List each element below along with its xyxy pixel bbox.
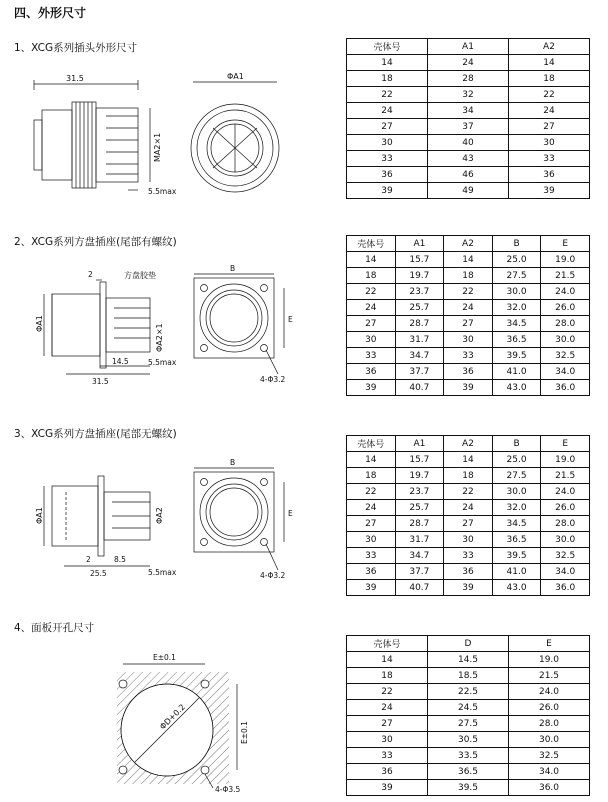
table-cell: 24.0	[541, 484, 590, 500]
table-cell: 36.0	[541, 380, 590, 396]
flange-threaded-front-drawing	[190, 264, 300, 384]
table-cell: 34.5	[492, 516, 541, 532]
table-cell: 24.5	[428, 700, 509, 716]
table-cell: 36	[509, 167, 590, 183]
table-cell: 32.5	[509, 748, 590, 764]
table-cell: 36.0	[509, 780, 590, 796]
table-cell: 33	[347, 151, 428, 167]
table-cell: 18	[347, 668, 428, 684]
table-cell: 34.0	[509, 764, 590, 780]
table-row	[347, 103, 590, 119]
table-cell: 46	[428, 167, 509, 183]
table-header-row	[347, 39, 590, 55]
column-header: B	[492, 236, 541, 252]
table-cell: 19.7	[395, 468, 444, 484]
table-row	[347, 380, 590, 396]
table-cell: 34.0	[541, 564, 590, 580]
dim-2-label-3: 2	[86, 555, 91, 564]
table-cell: 30.0	[492, 284, 541, 300]
table-cell: 32.0	[492, 500, 541, 516]
table-cell: 24	[444, 500, 493, 516]
table-cell: 22	[444, 284, 493, 300]
table-cell: 30.0	[541, 532, 590, 548]
table-cell: 27	[509, 119, 590, 135]
spec-table-2	[346, 235, 590, 396]
table-cell: 23.7	[395, 284, 444, 300]
table-cell: 28.0	[541, 516, 590, 532]
column-header: A2	[444, 436, 493, 452]
table-cell: 22.5	[428, 684, 509, 700]
table-row	[347, 780, 590, 796]
plug-front-drawing	[185, 68, 285, 198]
column-header: 壳体号	[347, 436, 396, 452]
table-cell: 22	[347, 87, 428, 103]
table-cell: 27	[347, 516, 396, 532]
panel-cutout-drawing	[105, 650, 265, 795]
table-cell: 18	[509, 71, 590, 87]
table-cell: 14	[444, 252, 493, 268]
dim-a1-label-2: ΦA1	[35, 315, 44, 332]
table-cell: 27	[347, 119, 428, 135]
table-cell: 24.0	[541, 284, 590, 300]
table-cell: 39.5	[492, 548, 541, 564]
table-cell: 28	[428, 71, 509, 87]
table-row	[347, 332, 590, 348]
table-header-row	[347, 636, 590, 652]
table-cell: 34.7	[395, 548, 444, 564]
table-cell: 30	[444, 332, 493, 348]
plug-side-drawing	[20, 70, 190, 200]
table-row	[347, 532, 590, 548]
table-row	[347, 87, 590, 103]
dim-holes-label-4: 4-Φ3.5	[215, 785, 241, 794]
table-cell: 36	[347, 167, 428, 183]
table-cell: 32	[428, 87, 509, 103]
table-cell: 30.0	[541, 332, 590, 348]
table-cell: 18	[347, 71, 428, 87]
table-cell: 27	[347, 316, 396, 332]
table-cell: 33.5	[428, 748, 509, 764]
column-header: B	[492, 436, 541, 452]
table-cell: 22	[509, 87, 590, 103]
column-header: 壳体号	[347, 39, 428, 55]
table-cell: 36	[347, 364, 396, 380]
table-cell: 30	[509, 135, 590, 151]
table-cell: 24	[444, 300, 493, 316]
table-cell: 27.5	[492, 268, 541, 284]
table-row	[347, 119, 590, 135]
table-cell: 39	[347, 183, 428, 199]
table-cell: 34.5	[492, 316, 541, 332]
table-cell: 14	[509, 55, 590, 71]
table-cell: 39	[347, 580, 396, 596]
table-cell: 49	[428, 183, 509, 199]
table-cell: 28.7	[395, 516, 444, 532]
table-cell: 28.0	[509, 716, 590, 732]
page-heading: 四、外形尺寸	[14, 6, 87, 20]
table-row	[347, 452, 590, 468]
table-cell: 24	[347, 103, 428, 119]
table-cell: 18.5	[428, 668, 509, 684]
dim-a1-label-3: ΦA1	[35, 507, 44, 524]
dim-b-label: B	[230, 264, 236, 273]
dim-2-label: 2	[88, 270, 93, 279]
table-cell: 18	[347, 468, 396, 484]
table-cell: 19.0	[541, 452, 590, 468]
table-cell: 21.5	[541, 468, 590, 484]
table-row	[347, 151, 590, 167]
table-row	[347, 668, 590, 684]
section-3-title: 3、XCG系列方盘插座(尾部无螺纹)	[14, 428, 177, 440]
table-row	[347, 732, 590, 748]
table-cell: 19.0	[509, 652, 590, 668]
table-cell: 31.7	[395, 532, 444, 548]
table-cell: 24	[347, 700, 428, 716]
table-cell: 22	[347, 684, 428, 700]
dim-255-label: 25.5	[90, 569, 107, 578]
table-cell: 34.0	[541, 364, 590, 380]
table-cell: 18	[347, 268, 396, 284]
table-row	[347, 316, 590, 332]
table-cell: 36.5	[492, 332, 541, 348]
table-row	[347, 748, 590, 764]
table-cell: 33	[444, 548, 493, 564]
table-cell: 36	[347, 564, 396, 580]
dim-85-label: 8.5	[114, 555, 126, 564]
table-cell: 32.5	[541, 548, 590, 564]
flange-plain-front-drawing	[190, 458, 300, 583]
dim-e-top-label: E±0.1	[153, 653, 176, 662]
table-cell: 14	[347, 55, 428, 71]
dim-e-side-label: E±0.1	[240, 721, 249, 744]
section-4-title: 4、面板开孔尺寸	[14, 622, 95, 634]
table-cell: 27	[347, 716, 428, 732]
table-header-row	[347, 436, 590, 452]
table-cell: 32.0	[492, 300, 541, 316]
table-cell: 31.7	[395, 332, 444, 348]
column-header: D	[428, 636, 509, 652]
table-cell: 43.0	[492, 380, 541, 396]
table-cell: 26.0	[509, 700, 590, 716]
table-cell: 43.0	[492, 580, 541, 596]
table-cell: 36	[347, 764, 428, 780]
table-row	[347, 348, 590, 364]
table-cell: 36.0	[541, 580, 590, 596]
table-cell: 33	[347, 348, 396, 364]
column-header: A2	[444, 236, 493, 252]
table-cell: 24	[428, 55, 509, 71]
table-cell: 30	[347, 135, 428, 151]
dim-holes-label: 4-Φ3.2	[260, 375, 286, 384]
table-cell: 21.5	[541, 268, 590, 284]
dim-a1-label: ΦA1	[227, 72, 244, 81]
table-cell: 25.7	[395, 500, 444, 516]
column-header: 壳体号	[347, 636, 428, 652]
dim-thread-label-2: ΦA2×1	[155, 323, 164, 352]
spec-table-1	[346, 38, 590, 199]
gasket-label: 方盘胶垫	[124, 271, 156, 280]
column-header: A1	[395, 236, 444, 252]
table-cell: 24	[347, 300, 396, 316]
table-cell: 25.7	[395, 300, 444, 316]
table-cell: 22	[347, 484, 396, 500]
table-cell: 39	[347, 780, 428, 796]
section-1-title: 1、XCG系列插头外形尺寸	[14, 42, 138, 54]
table-row	[347, 548, 590, 564]
column-header: E	[509, 636, 590, 652]
table-cell: 39	[444, 580, 493, 596]
table-row	[347, 484, 590, 500]
table-cell: 26.0	[541, 300, 590, 316]
table-cell: 33	[347, 748, 428, 764]
table-cell: 34	[428, 103, 509, 119]
table-cell: 33	[347, 548, 396, 564]
table-row	[347, 252, 590, 268]
table-cell: 19.0	[541, 252, 590, 268]
table-row	[347, 183, 590, 199]
table-cell: 22	[347, 284, 396, 300]
table-cell: 37.7	[395, 364, 444, 380]
dim-holes-label-3: 4-Φ3.2	[260, 571, 286, 580]
table-cell: 36.5	[428, 764, 509, 780]
table-cell: 15.7	[395, 252, 444, 268]
table-cell: 36.5	[492, 532, 541, 548]
section-2-title: 2、XCG系列方盘插座(尾部有螺纹)	[14, 236, 177, 248]
dim-length-label-2: 31.5	[92, 377, 109, 386]
dim-max-label-3: 5.5max	[148, 568, 177, 577]
table-cell: 33	[444, 348, 493, 364]
table-cell: 36	[444, 564, 493, 580]
table-cell: 14	[347, 452, 396, 468]
column-header: A1	[428, 39, 509, 55]
table-cell: 23.7	[395, 484, 444, 500]
table-cell: 39	[347, 380, 396, 396]
table-cell: 43	[428, 151, 509, 167]
table-row	[347, 580, 590, 596]
column-header: A2	[509, 39, 590, 55]
table-cell: 36	[444, 364, 493, 380]
table-cell: 40	[428, 135, 509, 151]
table-cell: 30.0	[492, 484, 541, 500]
table-row	[347, 700, 590, 716]
table-row	[347, 564, 590, 580]
table-cell: 14	[347, 652, 428, 668]
spec-table-3	[346, 435, 590, 596]
table-cell: 30.0	[509, 732, 590, 748]
dim-a2-label-3: ΦA2	[155, 507, 164, 524]
table-row	[347, 468, 590, 484]
table-row	[347, 300, 590, 316]
table-row	[347, 364, 590, 380]
table-cell: 37	[428, 119, 509, 135]
table-row	[347, 652, 590, 668]
table-row	[347, 167, 590, 183]
table-row	[347, 71, 590, 87]
table-cell: 34.7	[395, 348, 444, 364]
table-row	[347, 500, 590, 516]
table-cell: 41.0	[492, 364, 541, 380]
table-cell: 40.7	[395, 580, 444, 596]
table-cell: 24.0	[509, 684, 590, 700]
dim-max-label: 5.5max	[148, 187, 177, 196]
table-cell: 39	[444, 380, 493, 396]
flange-plain-side-drawing	[30, 462, 200, 582]
dim-max-label-2: 5.5max	[148, 358, 177, 367]
table-cell: 27.5	[492, 468, 541, 484]
table-row	[347, 684, 590, 700]
table-cell: 27	[444, 316, 493, 332]
table-cell: 39	[509, 183, 590, 199]
table-cell: 28.7	[395, 316, 444, 332]
table-cell: 18	[444, 468, 493, 484]
table-cell: 27.5	[428, 716, 509, 732]
table-cell: 28.0	[541, 316, 590, 332]
table-cell: 39.5	[428, 780, 509, 796]
table-cell: 19.7	[395, 268, 444, 284]
table-row	[347, 135, 590, 151]
table-row	[347, 284, 590, 300]
table-cell: 27	[444, 516, 493, 532]
dim-length-label: 31.5	[66, 74, 84, 83]
table-cell: 30	[347, 732, 428, 748]
table-cell: 40.7	[395, 380, 444, 396]
table-cell: 33	[509, 151, 590, 167]
table-row	[347, 55, 590, 71]
table-cell: 21.5	[509, 668, 590, 684]
dim-b-label-3: B	[230, 458, 236, 467]
table-cell: 14.5	[428, 652, 509, 668]
spec-table-4	[346, 635, 590, 796]
table-row	[347, 764, 590, 780]
dim-145-label: 14.5	[112, 357, 129, 366]
column-header: A1	[395, 436, 444, 452]
table-cell: 30	[347, 332, 396, 348]
table-header-row	[347, 236, 590, 252]
table-cell: 30	[444, 532, 493, 548]
column-header: E	[541, 436, 590, 452]
table-row	[347, 516, 590, 532]
table-cell: 26.0	[541, 500, 590, 516]
table-cell: 24	[347, 500, 396, 516]
table-cell: 30.5	[428, 732, 509, 748]
table-cell: 22	[444, 484, 493, 500]
table-row	[347, 268, 590, 284]
table-cell: 41.0	[492, 564, 541, 580]
dim-thread-label: MA2×1	[153, 132, 162, 162]
table-cell: 18	[444, 268, 493, 284]
table-cell: 25.0	[492, 252, 541, 268]
dim-e-label: E	[288, 315, 293, 324]
dim-d-label: ΦD+0.2	[158, 702, 187, 732]
table-cell: 32.5	[541, 348, 590, 364]
table-cell: 24	[509, 103, 590, 119]
table-cell: 14	[347, 252, 396, 268]
table-cell: 30	[347, 532, 396, 548]
table-cell: 39.5	[492, 348, 541, 364]
table-cell: 37.7	[395, 564, 444, 580]
table-cell: 25.0	[492, 452, 541, 468]
table-row	[347, 716, 590, 732]
dim-e-label-3: E	[288, 509, 293, 518]
table-cell: 14	[444, 452, 493, 468]
table-cell: 15.7	[395, 452, 444, 468]
flange-threaded-side-drawing	[30, 268, 200, 388]
column-header: E	[541, 236, 590, 252]
column-header: 壳体号	[347, 236, 396, 252]
